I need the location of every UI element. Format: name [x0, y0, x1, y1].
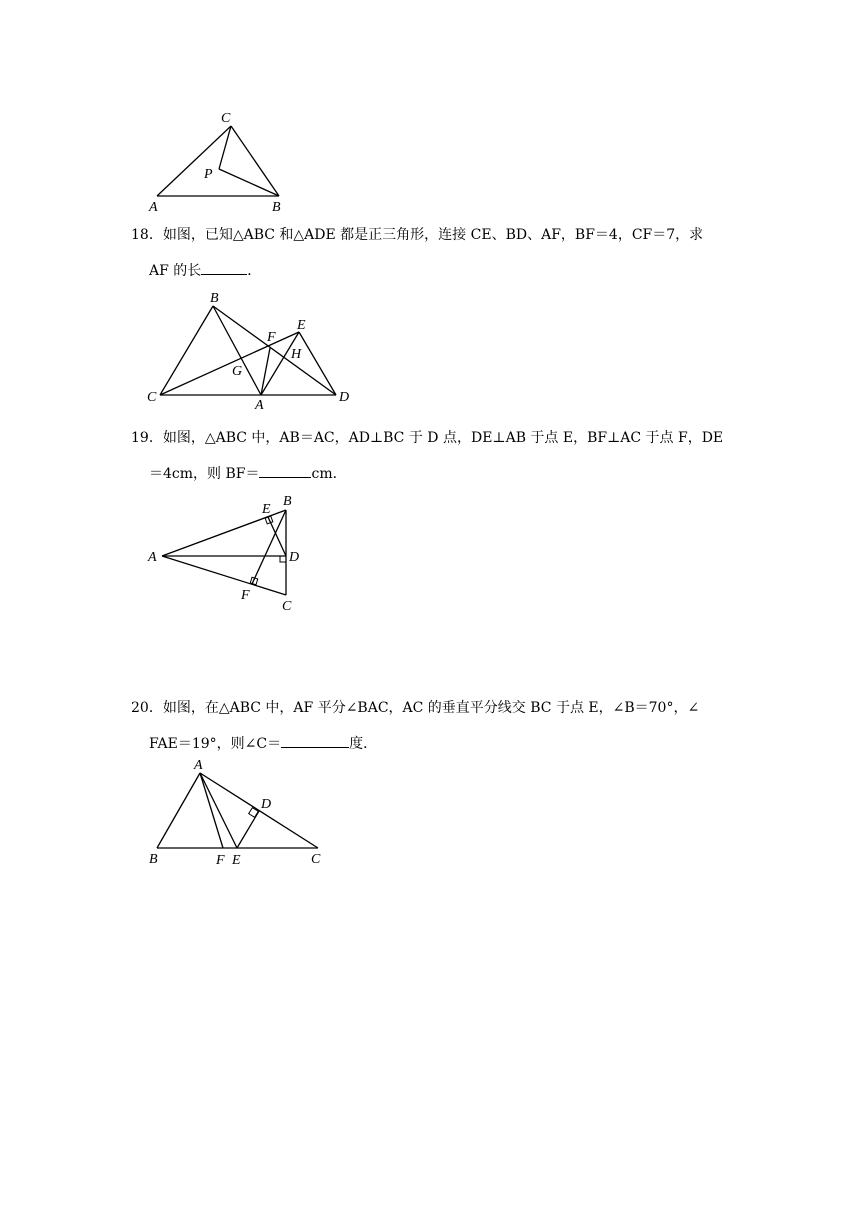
question-19-number: 19．	[131, 430, 163, 446]
question-18-line-1	[131, 225, 741, 245]
label-b: B	[272, 200, 281, 215]
figure-19	[140, 488, 320, 618]
label-e: E	[232, 853, 241, 868]
question-19	[131, 428, 741, 484]
question-20	[131, 698, 741, 754]
question-20-text: 如图，在△ABC 中，AF 平分∠BAC，AC 的垂直平分线交 BC 于点 E，∠B＝70°，∠	[162, 700, 700, 716]
question-19-line-1	[131, 428, 741, 448]
segment-ab	[157, 773, 200, 848]
segment-cb	[160, 306, 213, 395]
figure-17	[140, 100, 300, 220]
answer-blank-19[interactable]	[259, 463, 311, 478]
label-c: C	[221, 111, 231, 126]
label-f: F	[267, 330, 276, 345]
question-20-line-2	[131, 733, 741, 754]
question-18-line-2	[131, 260, 741, 281]
label-f: F	[241, 588, 250, 603]
label-c: C	[282, 599, 292, 614]
segment-af	[200, 773, 223, 848]
label-e: E	[297, 318, 306, 333]
label-b: B	[149, 852, 158, 867]
label-d: D	[261, 797, 272, 812]
label-a: A	[255, 398, 264, 413]
question-18	[131, 225, 741, 281]
segment-ac	[162, 556, 286, 595]
answer-blank-18[interactable]	[201, 260, 247, 275]
question-18-text-3: ．	[247, 263, 262, 279]
segment-ac	[157, 126, 231, 196]
question-18-number: 18．	[131, 227, 163, 243]
segment-ed	[237, 811, 259, 848]
question-20-number: 20．	[131, 700, 163, 716]
question-19-text-2: ＝4cm，则 BF＝	[149, 466, 260, 482]
question-20-line-1	[131, 698, 741, 718]
label-p: P	[204, 167, 213, 182]
label-g: G	[232, 364, 243, 379]
label-a: A	[148, 550, 157, 565]
question-18-text: 如图，已知△ABC 和△ADE 都是正三角形，连接 CE、BD、AF，BF＝4，CF＝7，求	[162, 227, 704, 243]
label-d: D	[289, 550, 300, 565]
question-20-text-3: 度．	[349, 736, 378, 752]
label-b: B	[283, 494, 292, 509]
segment-ed	[299, 332, 336, 395]
segment-bd	[213, 306, 336, 395]
label-a: A	[149, 200, 158, 215]
label-b: B	[210, 291, 219, 306]
question-19-text: 如图，△ABC 中，AB＝AC，AD⊥BC 于 D 点，DE⊥AB 于点 E，BF⊥AC 于点 F，DE	[162, 430, 724, 446]
label-e: E	[262, 502, 271, 517]
segment-ac	[200, 773, 318, 848]
question-19-text-3: cm．	[311, 466, 347, 482]
label-f: F	[216, 853, 225, 868]
figure-20	[140, 755, 340, 875]
label-c: C	[147, 390, 157, 405]
label-a: A	[194, 758, 203, 773]
answer-blank-20[interactable]	[281, 733, 349, 748]
segment-ba	[213, 306, 261, 395]
question-20-text-2: FAE＝19°，则∠C＝	[149, 736, 282, 752]
question-19-line-2	[131, 463, 741, 484]
question-18-text-2: AF 的长	[149, 263, 202, 279]
label-h: H	[291, 347, 302, 362]
label-c: C	[311, 852, 321, 867]
figure-18	[140, 285, 370, 415]
label-d: D	[339, 390, 350, 405]
segment-ce	[160, 332, 299, 395]
right-angle-d	[280, 556, 286, 562]
